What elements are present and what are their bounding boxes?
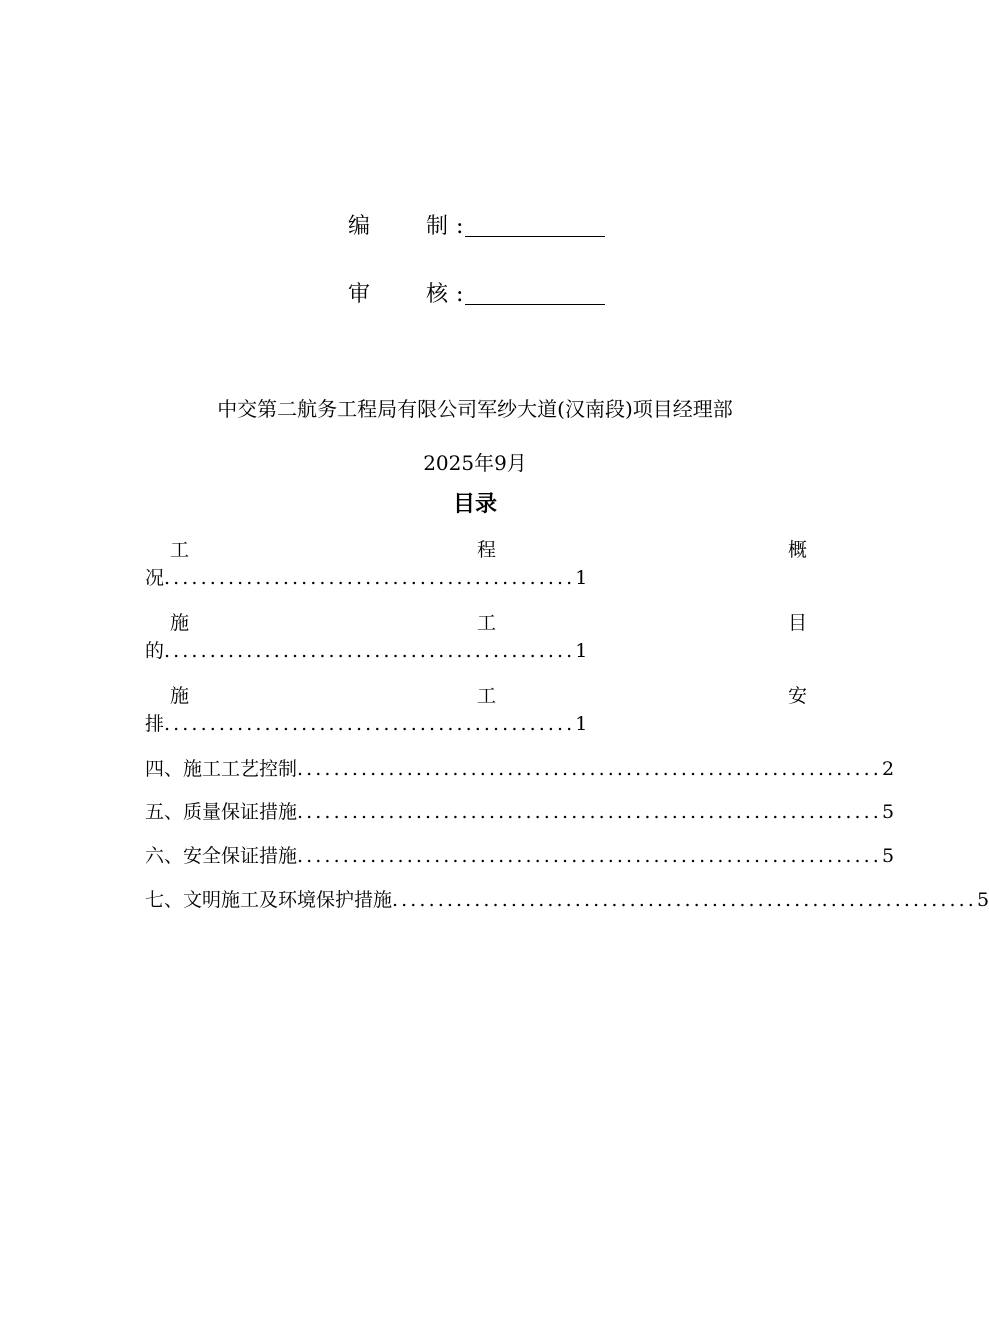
toc-page-number: 5 [881,845,895,867]
toc-page-number: 1 [575,567,588,589]
reviewer-signature-line [465,282,605,305]
toc-page-number: 1 [575,640,588,662]
toc-page-number: 1 [575,713,588,735]
toc-page-number: 5 [976,889,989,911]
toc-entry-1[interactable]: 工 程 概 况.............................................1 [145,539,807,589]
reviewer-label: 审 核 [348,282,449,307]
toc-entry-2[interactable]: 施 工 目 的.............................................1 [145,612,807,662]
compiler-label: 编 制 [348,214,449,239]
reviewer-signature-row: 审 核 : [348,280,605,310]
organization-name: 中交第二航务工程局有限公司军纱大道(汉南段)项目经理部 [217,397,733,421]
compiler-signature-line [465,214,605,237]
toc-entry-4[interactable]: 四、施工工艺控制 ................................................................ 2 [145,755,807,783]
document-date: 2025年9月 [423,451,527,475]
toc-entry-5[interactable]: 五、质量保证措施 ................................................................ 5 [145,798,807,826]
toc-entry-7[interactable]: 七、文明施工及环境保护措施 ................................................................ 5 [145,886,807,914]
toc-entry-3[interactable]: 施 工 安 排.............................................1 [145,685,807,735]
toc-entry-6[interactable]: 六、安全保证措施 ................................................................ 5 [145,842,807,870]
toc-page-number: 5 [881,801,895,823]
toc-title: 目录 [452,492,497,517]
toc-page-number: 2 [881,758,895,780]
compiler-signature-row: 编 制 : [348,212,605,242]
